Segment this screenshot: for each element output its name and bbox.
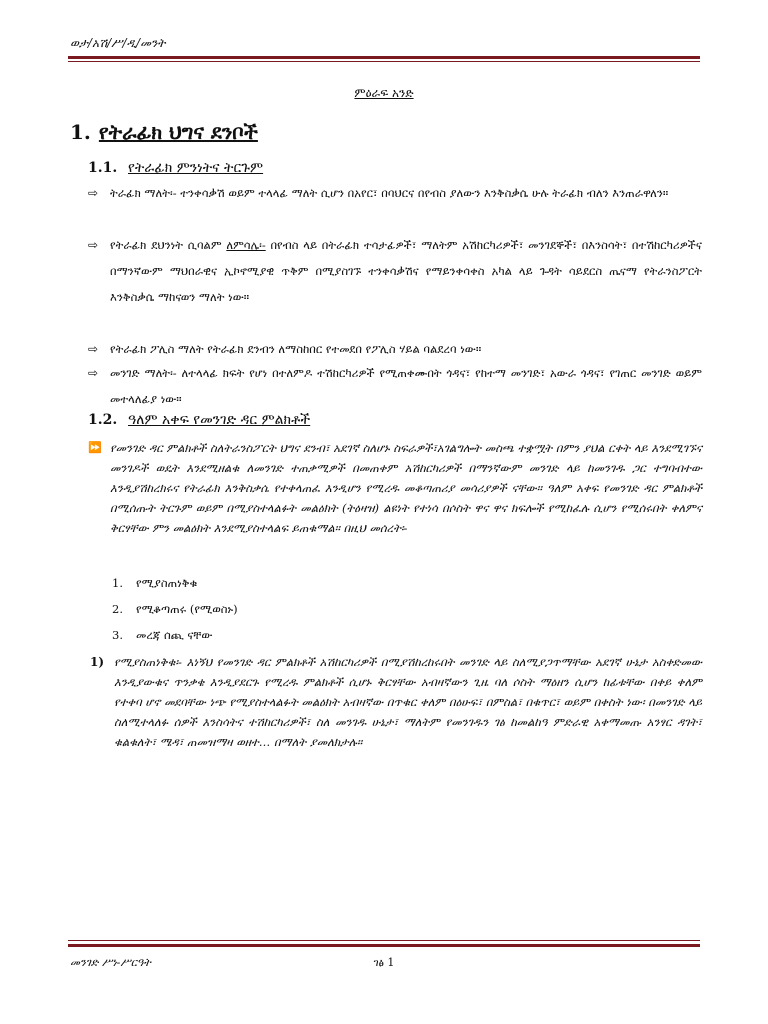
- intro-text: የመንገድ ዳር ምልክቶች ስለትራንስፖርት ህግና ደንብ፣ አደገኛ ስለሆኑ ስፍራዎች፣አገልግሎት መስጫ ተቋሟት በምን ያህል ርቀት ላይ እንደሚገኙና መንገዶች ወዴት እንደሚዘልቁ ለመንገድ ተጠቃሚዎች በመጠቀም አሽከርካሪዎች በማንኛውም መንገድ ላይ ከመንገዱ ጋር ተግባብተው እንዲያሽከረክሩና የትራፊክ እንቅስቃሴ የተቀላጠፈ እንዲሆን የሚረዱ መቆጣጠሪያ መሳሪያዎች ናቸው። ዓለም አቀፍ የመንገድ ዳር ምልክቶች በሚሰጡት ትርጉም ወይም በሚያስተላልፉት መልዕክት (ትዕዛዝ) ልዩነት የተነሳ በሶስት ዋና ዋና ክፍሎች የሚከፈሉ ሲሆን የሚሰሩበት ቀለምና ቅርፃቸው ምን መልዕክት እንደሚያስተላልፍ ይጠቁማል። በዚህ መሰረት፡-: [110, 441, 702, 535]
- list-number: 2.: [112, 602, 123, 616]
- numbered-paragraph: [90, 652, 702, 752]
- footer-rule-thin: [68, 940, 700, 941]
- arrow-bullet-icon: ⇨: [88, 366, 99, 380]
- bullet-text-pre: የትራፊክ ደህንነት ሲባልም: [110, 238, 227, 252]
- section-1-2-number: 1.2.: [88, 412, 118, 428]
- page-number: ገፅ 1: [373, 956, 395, 969]
- section-1-1-number: 1.1.: [88, 160, 118, 176]
- section-1-1-heading: [88, 160, 263, 176]
- section-1-heading: [70, 120, 258, 144]
- list-text: የሚቆጣጠሩ (የሚወስኑ): [136, 602, 238, 616]
- double-arrow-bullet-icon: ⏩: [88, 441, 102, 454]
- paragraph-text: የሚያስጠነቅቁ፡- እነኝህ የመንገድ ዳር ምልክቶች አሽከርካሪዎች በሚያሽከረከሩበት መንገድ ላይ ስለሚያጋጥማቸው አደገኛ ሁኔታ አስቀድመው እንዲያውቁና ጥንቃቄ እንዲያደርጉ የሚረዱ ምልክቶች ሲሆኑ ቅርፃቸው አብዛኛውን ጊዜ ባለ ሶስት ማዕዘን ሲሆን ከፊቱቸው በቀይ ቀለም የተቀባ ሆኖ መደባቸው ነጭ የሚያስተላልፉት መልዕክት አብዛኛው በጥቁር ቀለም በዕሁፍ፣ በምስል፣ በቁጥር፣ ወይም በቀስት ነው፡ በመንገድ ላይ ስለሚተላለፉ ሰዎች እንስሳትና ተሽከርካሪዎች፣ ስለ መንገዱ ሁኔታ፣ ማለትም የመንገዱን ገፅ ከመልከዓ ምድራዊ አቀማመጡ አንፃር ዳገት፣ ቁልቁለት፣ ሜዳ፣ ጠመዝማዛ ወዘተ… በማለት ያመለክታሉ።: [114, 655, 702, 749]
- bullet-text: ትራፊክ ማለት፡- ተንቀሳቃሽ ወይም ተላላፊ ማለት ሲሆን በአየር፣ በባህርና በየብስ ያለውን እንቅስቃሴ ሁሉ ትራፊክ ብለን እንጠራዋለን።: [110, 186, 669, 200]
- list-number: 3.: [112, 628, 123, 642]
- list-item: [112, 602, 238, 617]
- section-1-title: የትራፊክ ህግና ደንቦች: [98, 120, 258, 144]
- section-1-2-title: ዓለም አቀፍ የመንገድ ዳር ምልክቶች: [128, 412, 311, 428]
- list-item: [88, 180, 702, 206]
- header-rule-thin: [68, 61, 700, 62]
- arrow-bullet-icon: ⇨: [88, 342, 99, 356]
- list-text: የሚያስጠነቅቁ: [136, 576, 198, 590]
- section-1-2-intro: [88, 438, 702, 538]
- list-item: [88, 360, 702, 412]
- bullet-text-underlined: ለምሳሌ፡-: [226, 238, 266, 252]
- section-1-1-title: የትራፊክ ምንነትና ትርጉም: [128, 160, 264, 176]
- header-rule-thick: [68, 56, 700, 59]
- footer-title: መንገድ ሥነ-ሥርዓት: [70, 956, 151, 969]
- bullet-text: [110, 232, 702, 310]
- list-item: [88, 232, 702, 310]
- section-1-number: 1.: [70, 120, 91, 144]
- list-text: መረጃ ሰጪ ናቸው: [136, 628, 213, 642]
- list-number: 1.: [112, 576, 123, 590]
- section-1-2-heading: [88, 412, 310, 428]
- chapter-label: ምዕራፍ አንድ: [354, 86, 414, 100]
- bullet-text: የትራፊክ ፖሊስ ማለት የትራፊክ ደንብን ለማስከበር የተመደበ የፖሊስ ሃይል ባልደረባ ነው።: [110, 342, 482, 356]
- arrow-bullet-icon: ⇨: [88, 238, 99, 252]
- footer-rule-thick: [68, 944, 700, 947]
- bullet-text: መንገድ ማለት፡- ለተላላፊ ክፍት የሆነ በተለምዶ ተሽከርካሪዎች የሚጠቀሙበት ጎዳና፣ የከተማ መንገድ፣ አውራ ጎዳና፣ የገጠር መንገድ ወይም መተላለፊያ ነው።: [110, 366, 702, 406]
- list-item: [88, 336, 702, 362]
- bullet-text-post: በየብስ ላይ በትራፊክ ተሳታፊዎች፣ ማለትም አሽከርካሪዎች፣ መንገደኞች፣ በእንስሳት፣ በተሽከርካሪዎችና በማንኛውም ማህበራዊና ኢኮኖሚያዊ ጥቅም በሚያስገኙ ተንቀሳቃሽና የማይንቀሳቀስ አካል ላይ ጉዳት ሳይደርስ ጤናማ የትራንስፖርት እንቅስቃሴ ማከናወን ማለት ነው።: [110, 238, 702, 304]
- running-head: ወታ/አሽ/ሥ/ዲ/መንት: [70, 36, 166, 50]
- paragraph-number: 1): [90, 655, 105, 669]
- list-item: [112, 628, 212, 643]
- arrow-bullet-icon: ⇨: [88, 186, 99, 200]
- list-item: [112, 576, 197, 591]
